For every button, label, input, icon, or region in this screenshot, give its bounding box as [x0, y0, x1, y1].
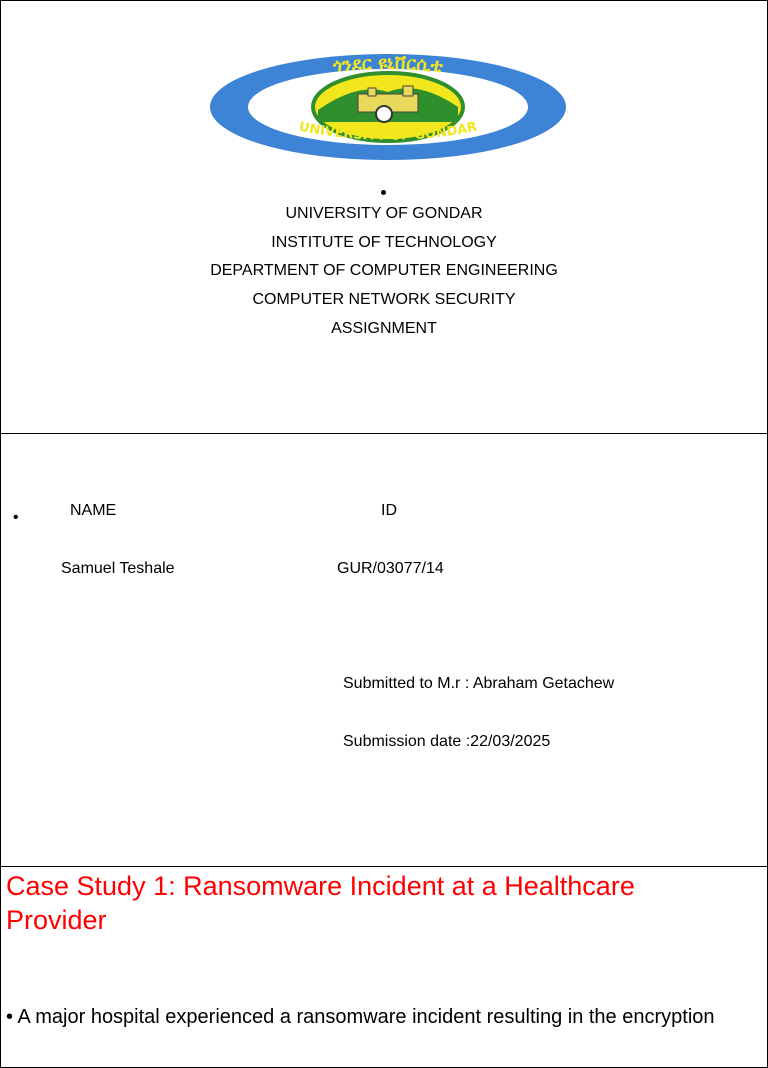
- student-name: Samuel Teshale: [61, 560, 175, 577]
- logo-lower-text: UNIVERSITY OF GONDAR: [297, 119, 479, 144]
- submitted-to: Submitted to M.r : Abraham Getachew: [343, 675, 615, 692]
- name-header: NAME: [70, 502, 117, 519]
- institute-line: INSTITUTE OF TECHNOLOGY: [271, 233, 497, 251]
- stray-dot: [381, 190, 386, 195]
- university-logo: [208, 52, 568, 162]
- bullet: •: [13, 509, 19, 526]
- logo-upper-text: ጎንደር ዩኒቨርሲቲ: [332, 52, 444, 77]
- case-study-title: Case Study 1: Ransomware Incident at a Healthcare Provider: [6, 871, 635, 935]
- gear-icon: [376, 106, 392, 122]
- university-line: UNIVERSITY OF GONDAR: [285, 205, 483, 222]
- id-header: ID: [381, 502, 397, 519]
- assignment-line: ASSIGNMENT: [331, 319, 437, 337]
- student-id: GUR/03077/14: [337, 560, 444, 577]
- student-info-slide: [0, 433, 768, 867]
- case-study-body: • A major hospital experienced a ransomware incident resulting in the encryption: [6, 1006, 715, 1028]
- course-line: COMPUTER NETWORK SECURITY: [252, 291, 516, 309]
- title-lines: [0, 200, 768, 344]
- submission-date: Submission date :22/03/2025: [343, 733, 551, 750]
- department-line: DEPARTMENT OF COMPUTER ENGINEERING: [210, 262, 558, 280]
